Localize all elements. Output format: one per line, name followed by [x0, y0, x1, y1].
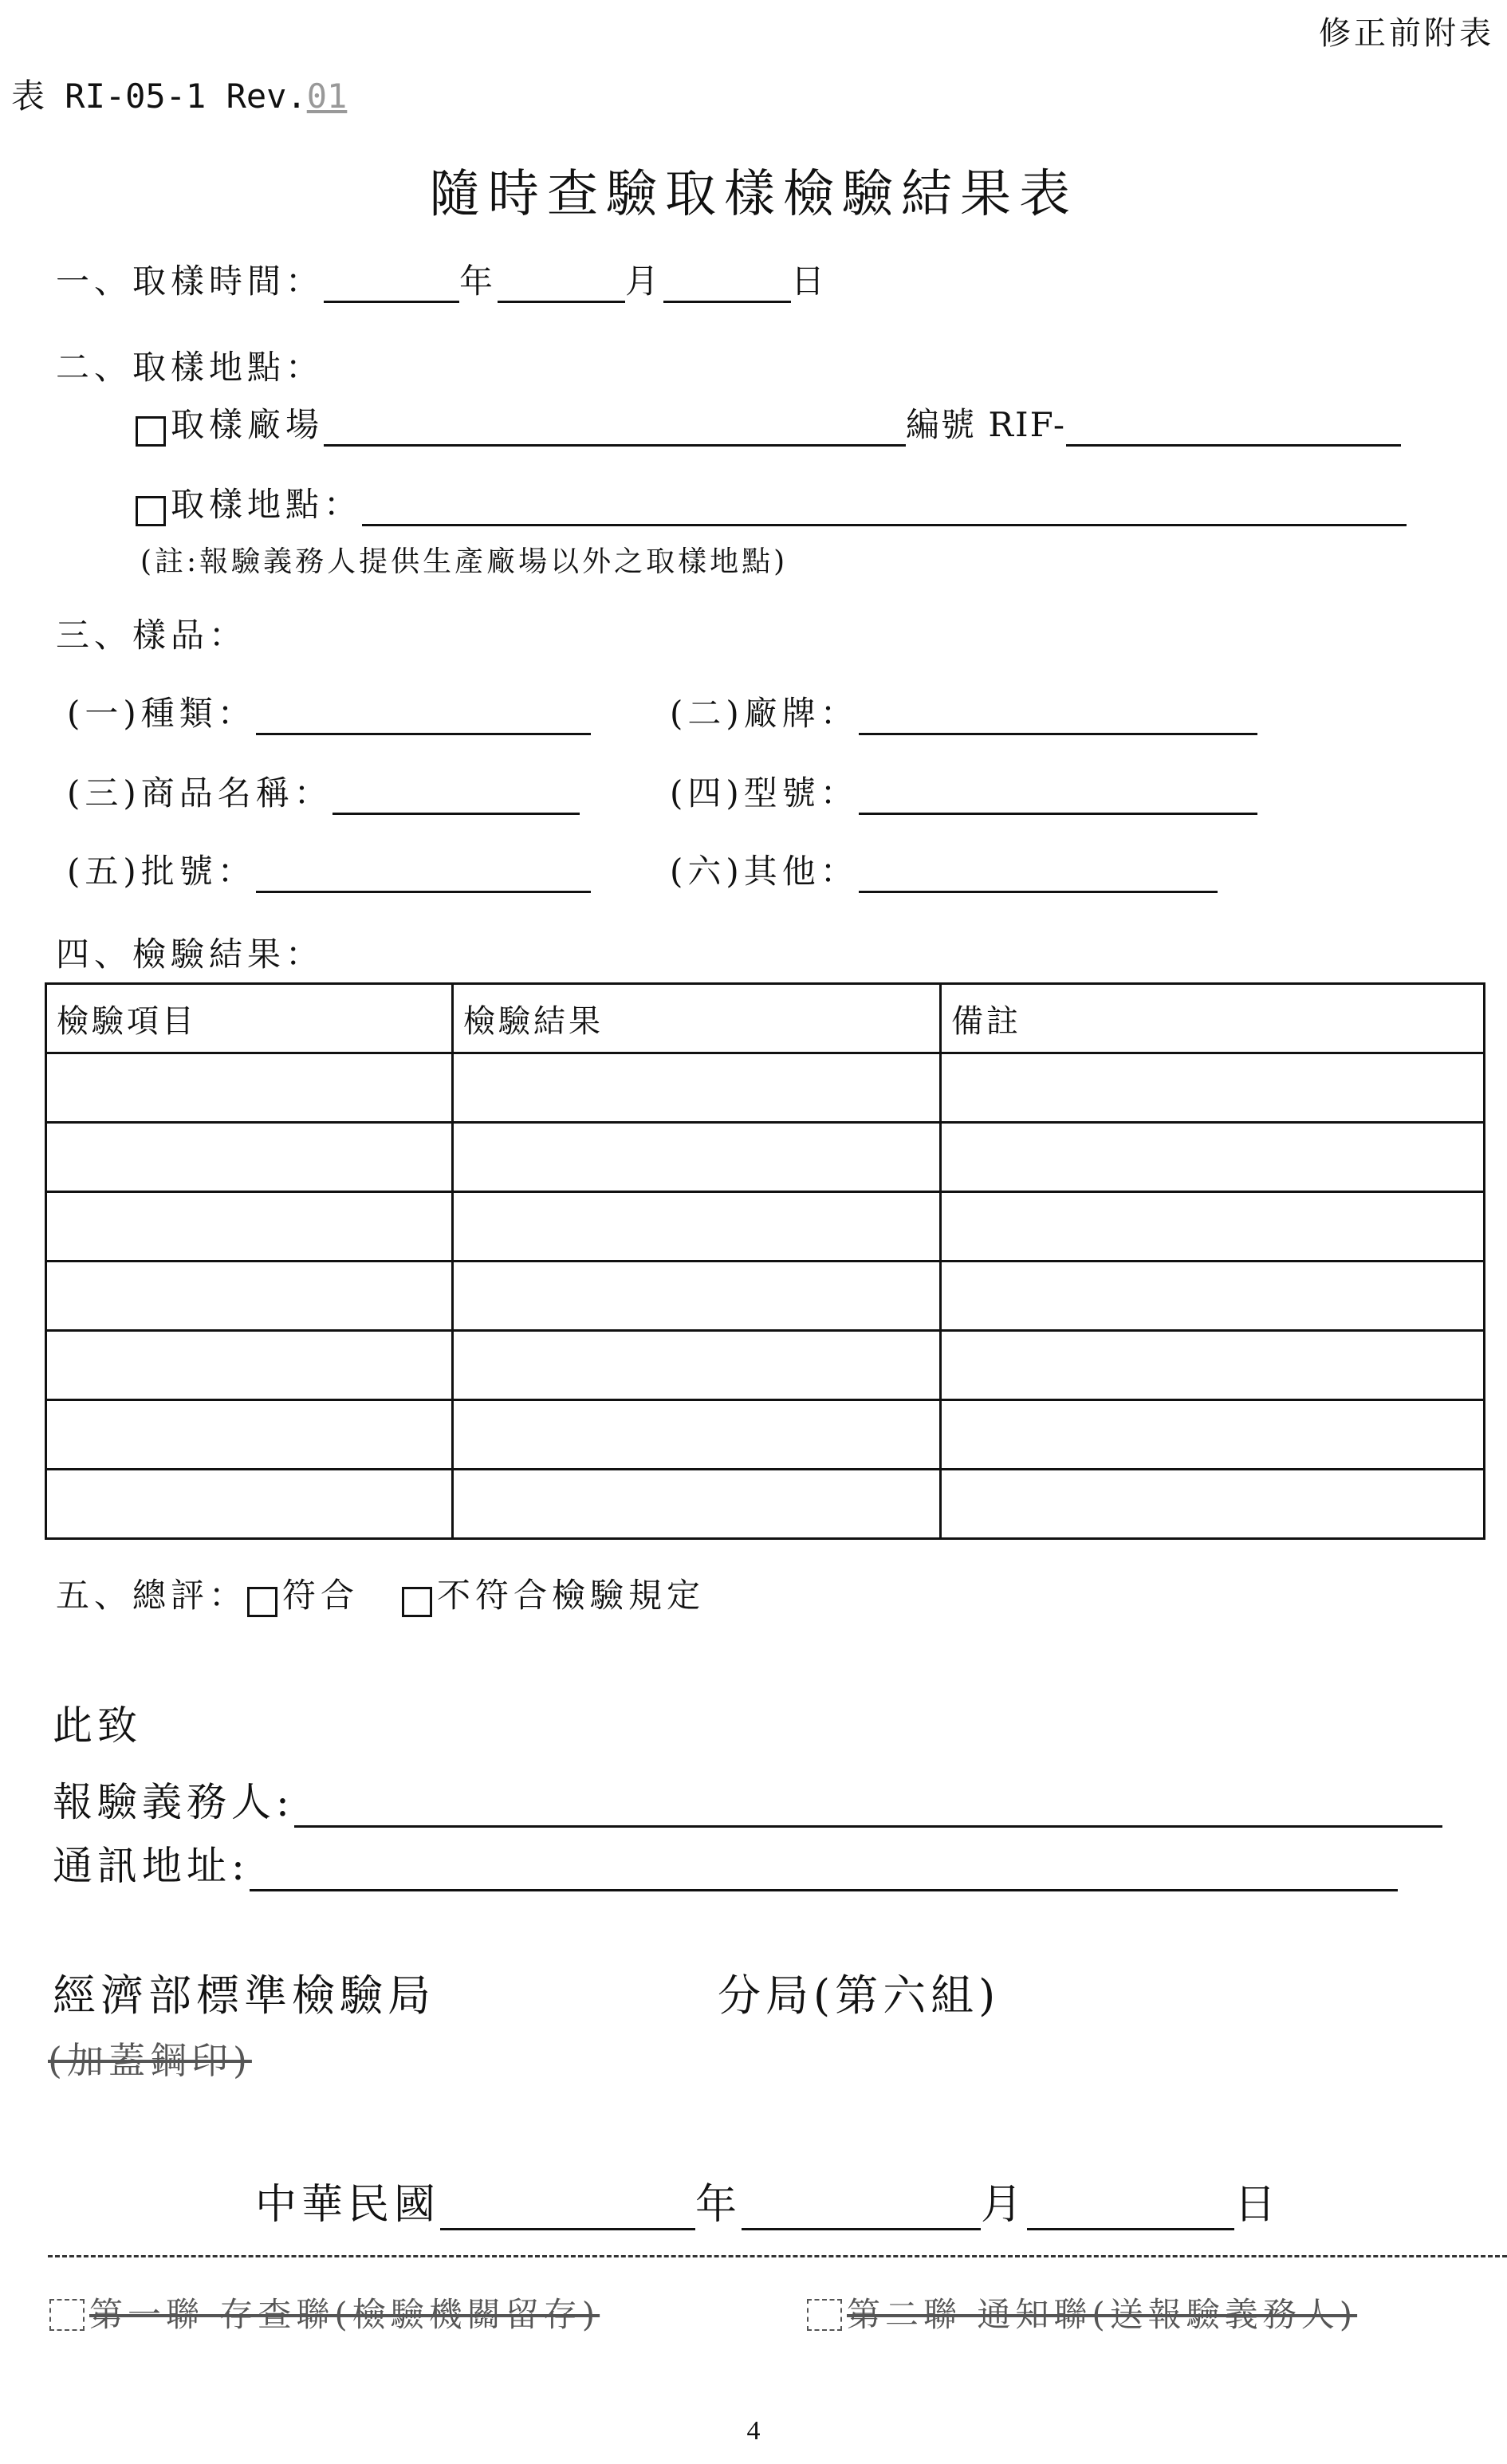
table-header-row: [46, 984, 1485, 1053]
roc-label: 中華民國: [255, 2181, 441, 2229]
pass-label: 符合: [282, 1576, 360, 1615]
page-title: 隨時查驗取樣檢驗結果表: [429, 165, 1078, 224]
result-label: 四、檢驗結果：: [56, 935, 325, 974]
table-cell[interactable]: [941, 1470, 1485, 1539]
table-cell[interactable]: [453, 1262, 941, 1331]
tear-line: [48, 2255, 1507, 2257]
copy-first-label: 第一聯 存查聯(檢驗機關留存): [89, 2295, 600, 2334]
batch-row: [67, 845, 591, 893]
agency-name: 經濟部標準檢驗局: [53, 1970, 435, 2021]
table-cell[interactable]: [46, 1262, 453, 1331]
table-row: [46, 1400, 1485, 1470]
sampling-place-label: 二、取樣地點：: [56, 348, 325, 387]
corner-note: 修正前附表: [1319, 15, 1494, 52]
other-row: [670, 845, 1218, 893]
sampling-year-field[interactable]: [324, 270, 459, 303]
fail-checkbox[interactable]: [402, 1587, 432, 1617]
pass-checkbox[interactable]: [247, 1587, 277, 1617]
brand-label: (二)廠牌：: [670, 694, 859, 733]
branch-name: 分局(第六組): [718, 1970, 1001, 2021]
seal-note: (加蓋鋼印): [48, 2039, 252, 2082]
factory-row: [136, 399, 1401, 447]
fail-label: 不符合檢驗規定: [437, 1576, 706, 1615]
product-name-label: (三)商品名稱：: [67, 773, 332, 813]
other-field[interactable]: [859, 860, 1218, 893]
location-row: [136, 478, 1407, 526]
sampling-month-field[interactable]: [498, 270, 625, 303]
table-cell[interactable]: [453, 1053, 941, 1123]
table-cell[interactable]: [46, 1192, 453, 1262]
model-label: (四)型號：: [670, 773, 859, 813]
model-row: [670, 767, 1257, 815]
brand-field[interactable]: [859, 703, 1257, 735]
address-field[interactable]: [250, 1852, 1398, 1891]
table-cell[interactable]: [453, 1331, 941, 1400]
overall-row: [56, 1569, 705, 1617]
table-cell[interactable]: [941, 1192, 1485, 1262]
table-cell[interactable]: [941, 1123, 1485, 1192]
roc-year-label: 年: [695, 2181, 742, 2229]
table-row: [46, 1262, 1485, 1331]
table-cell[interactable]: [46, 1470, 453, 1539]
obligor-label: 報驗義務人:: [53, 1779, 294, 1825]
day-label: 日: [791, 262, 830, 301]
factory-field[interactable]: [324, 414, 906, 447]
other-label: (六)其他：: [670, 852, 859, 891]
form-code: [11, 70, 347, 118]
form-rev: 01: [306, 77, 348, 116]
sampling-date-row: [56, 255, 829, 303]
batch-field[interactable]: [256, 860, 591, 893]
column-header: 備註: [941, 984, 1485, 1053]
rif-number-label: 編號 RIF-: [906, 405, 1067, 444]
kind-field[interactable]: [256, 703, 591, 735]
table-cell[interactable]: [941, 1400, 1485, 1470]
kind-row: [67, 687, 591, 735]
copy-second: [807, 2289, 1357, 2336]
table-cell[interactable]: [46, 1331, 453, 1400]
roc-date-row: [255, 2171, 1281, 2230]
location-note: (註:報驗義務人提供生產廠場以外之取樣地點): [140, 545, 789, 578]
overall-label: 五、總評：: [56, 1576, 248, 1615]
model-field[interactable]: [859, 782, 1257, 815]
roc-day-field[interactable]: [1027, 2190, 1234, 2230]
form-code-prefix: 表 RI-05-1 Rev.: [11, 77, 307, 116]
salutation: 此致: [53, 1702, 142, 1749]
copy-first-checkbox[interactable]: [49, 2299, 85, 2331]
table-cell[interactable]: [46, 1123, 453, 1192]
product-name-row: [67, 767, 580, 815]
rif-number-field[interactable]: [1066, 414, 1401, 447]
roc-day-label: 日: [1234, 2181, 1281, 2229]
copy-second-checkbox[interactable]: [807, 2299, 842, 2331]
column-header: 檢驗項目: [46, 984, 453, 1053]
obligor-field[interactable]: [294, 1789, 1442, 1828]
table-cell[interactable]: [453, 1400, 941, 1470]
batch-label: (五)批號：: [67, 852, 256, 891]
location-field[interactable]: [362, 494, 1407, 526]
table-cell[interactable]: [453, 1123, 941, 1192]
address-label: 通訊地址:: [53, 1843, 250, 1889]
month-label: 月: [625, 262, 664, 301]
table-cell[interactable]: [941, 1331, 1485, 1400]
table-row: [46, 1123, 1485, 1192]
location-checkbox[interactable]: [136, 496, 166, 526]
table-row: [46, 1470, 1485, 1539]
sampling-day-field[interactable]: [663, 270, 791, 303]
roc-month-field[interactable]: [742, 2190, 981, 2230]
kind-label: (一)種類：: [67, 694, 256, 733]
table-cell[interactable]: [46, 1400, 453, 1470]
results-table: [45, 982, 1485, 1540]
table-row: [46, 1192, 1485, 1262]
copy-second-label: 第二聯 通知聯(送報驗義務人): [847, 2295, 1358, 2334]
factory-option-label: 取樣廠場: [171, 405, 325, 444]
table-row: [46, 1331, 1485, 1400]
product-name-field[interactable]: [332, 782, 580, 815]
table-row: [46, 1053, 1485, 1123]
sampling-date-label: 一、取樣時間：: [56, 262, 325, 301]
sample-label: 三、樣品：: [56, 616, 248, 655]
table-cell[interactable]: [941, 1053, 1485, 1123]
column-header: 檢驗結果: [453, 984, 941, 1053]
location-option-label: 取樣地點：: [171, 485, 363, 524]
brand-row: [670, 687, 1257, 735]
page-number: 4: [746, 2416, 761, 2446]
factory-checkbox[interactable]: [136, 416, 166, 447]
roc-year-field[interactable]: [440, 2190, 695, 2230]
table-cell[interactable]: [453, 1192, 941, 1262]
year-label: 年: [459, 262, 498, 301]
table-cell[interactable]: [453, 1470, 941, 1539]
table-cell[interactable]: [46, 1053, 453, 1123]
obligor-row: [53, 1770, 1442, 1828]
roc-month-label: 月: [981, 2181, 1028, 2229]
copy-first: [49, 2289, 600, 2336]
table-cell[interactable]: [941, 1262, 1485, 1331]
address-row: [53, 1834, 1398, 1891]
